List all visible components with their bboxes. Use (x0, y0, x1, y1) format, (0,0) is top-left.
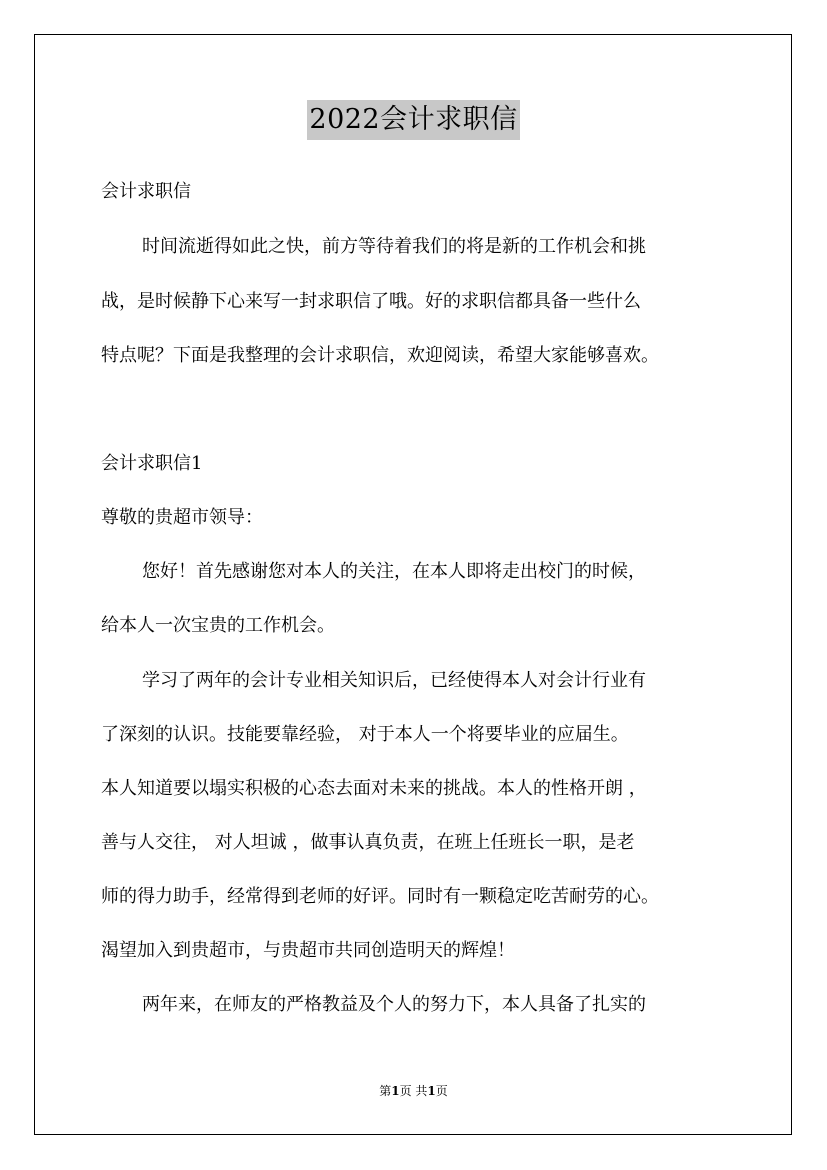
footer-prefix: 第 (379, 1084, 392, 1098)
footer-total-pages: 1 (427, 1084, 436, 1098)
letter-heading: 会计求职信1 (101, 453, 203, 474)
page-footer (0, 1083, 827, 1099)
paragraph-line: 师的得力助手，经常得到老师的好评。同时有一颗稳定吃苦耐劳的心。 (101, 886, 659, 907)
footer-suffix: 页 (435, 1084, 448, 1098)
paragraph-line: 学习了两年的会计专业相关知识后，已经使得本人对会计行业有 (142, 670, 646, 691)
paragraph-line: 给本人一次宝贵的工作机会。 (101, 615, 335, 636)
paragraph-line: 您好！首先感谢您对本人的关注，在本人即将走出校门的时候， (142, 561, 646, 582)
title-wrap (0, 100, 827, 140)
document-title: 2022会计求职信 (307, 100, 519, 140)
paragraph-line: 战，是时候静下心来写一封求职信了哦。好的求职信都具备一些什么 (101, 291, 641, 312)
paragraph-line: 了深刻的认识。技能要靠经验， 对于本人一个将要毕业的应届生。 (101, 724, 629, 745)
paragraph-line: 渴望加入到贵超市，与贵超市共同创造明天的辉煌！ (101, 940, 515, 961)
salutation: 尊敬的贵超市领导： (101, 507, 263, 528)
paragraph-line: 特点呢？下面是我整理的会计求职信，欢迎阅读，希望大家能够喜欢。 (101, 345, 659, 366)
paragraph-line: 两年来，在师友的严格教益及个人的努力下，本人具备了扎实的 (142, 994, 646, 1015)
paragraph-line: 善与人交往， 对人坦诚 ，做事认真负责，在班上任班长一职，是老 (101, 832, 635, 853)
paragraph-line: 时间流逝得如此之快，前方等待着我们的将是新的工作机会和挑 (142, 236, 646, 257)
paragraph-line: 本人知道要以塌实积极的心态去面对未来的挑战。本人的性格开朗 ， (101, 778, 647, 799)
section-heading: 会计求职信 (101, 181, 191, 202)
footer-mid: 页 共 (399, 1084, 428, 1098)
footer-page-number: 1 (391, 1084, 400, 1098)
